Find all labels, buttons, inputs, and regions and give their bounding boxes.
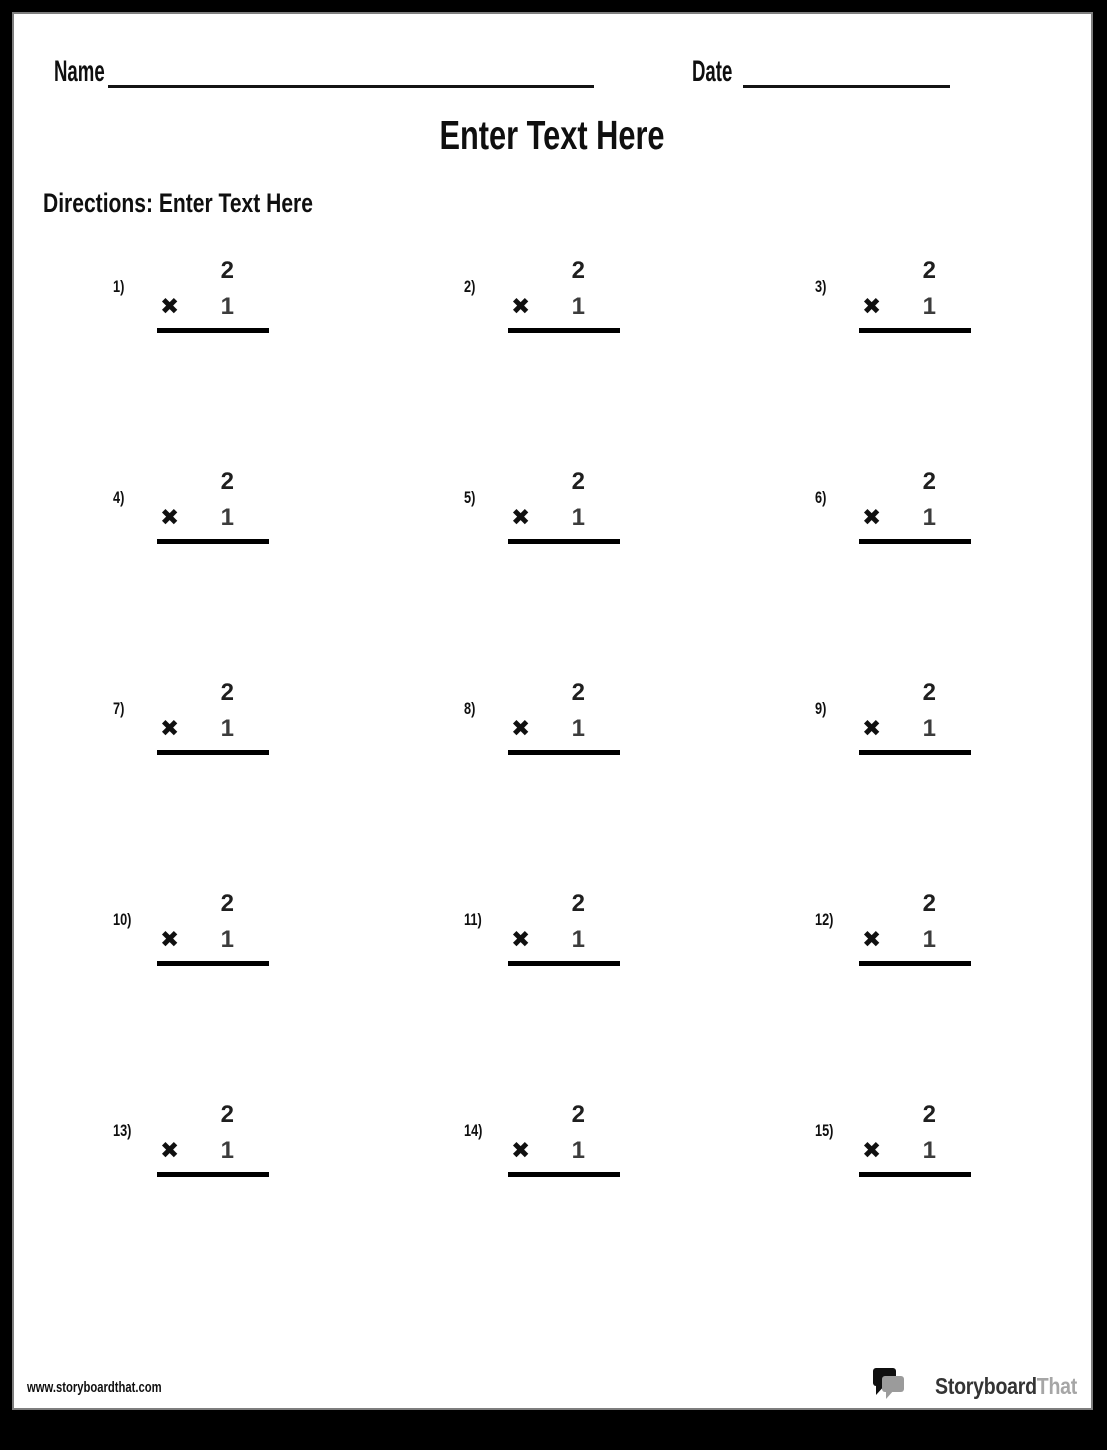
- date-field: [692, 57, 757, 87]
- multiplicand: 2: [571, 679, 585, 706]
- problem-number: 6): [815, 488, 827, 507]
- multiplier: 1: [220, 1137, 234, 1164]
- title-row: [14, 112, 1091, 158]
- problem-stack: [508, 259, 620, 333]
- multiplicand: 2: [922, 679, 936, 706]
- multiplier: 1: [220, 293, 234, 320]
- multiply-icon: ✖: [160, 1138, 180, 1164]
- multiplicand: 2: [220, 679, 234, 706]
- name-label: Name: [54, 55, 105, 88]
- name-field: [54, 57, 136, 87]
- answer-line: [157, 750, 269, 755]
- multiplication-problem: [815, 470, 1107, 681]
- multiplier-row: [508, 295, 620, 319]
- problem-stack: [157, 1103, 269, 1177]
- multiplier-row: [508, 506, 620, 530]
- multiplier-row: [157, 928, 269, 952]
- multiplication-problem: [815, 259, 1107, 470]
- problem-stack: [157, 470, 269, 544]
- multiplicand: 2: [922, 257, 936, 284]
- multiplier: 1: [922, 715, 936, 742]
- multiplier: 1: [220, 504, 234, 531]
- multiplicand: 2: [571, 468, 585, 495]
- directions-row: [43, 190, 389, 217]
- problem-stack: [859, 681, 971, 755]
- problem-stack: [157, 259, 269, 333]
- multiply-icon: ✖: [862, 505, 882, 531]
- multiplier: 1: [571, 504, 585, 531]
- multiplicand: 2: [220, 1101, 234, 1128]
- problem-stack: [859, 470, 971, 544]
- multiplier: 1: [571, 293, 585, 320]
- multiplier: 1: [922, 1137, 936, 1164]
- multiplier-row: [508, 717, 620, 741]
- logo-text-storyboard: Storyboard: [935, 1372, 1037, 1399]
- problem-number: 4): [113, 488, 125, 507]
- problem-number: 10): [113, 910, 132, 929]
- problem-stack: [508, 1103, 620, 1177]
- multiply-icon: ✖: [511, 716, 531, 742]
- multiplicand: 2: [220, 257, 234, 284]
- problem-number: 8): [464, 699, 476, 718]
- problem-number: 2): [464, 277, 476, 296]
- multiplier: 1: [922, 293, 936, 320]
- problem-stack: [157, 892, 269, 966]
- multiply-icon: ✖: [160, 505, 180, 531]
- problem-number: 3): [815, 277, 827, 296]
- multiplier-row: [508, 928, 620, 952]
- problem-number: 12): [815, 910, 834, 929]
- answer-line: [157, 961, 269, 966]
- multiplicand: 2: [922, 468, 936, 495]
- multiplier-row: [157, 295, 269, 319]
- website-url: www.storyboardthat.com: [27, 1379, 162, 1396]
- date-underline: [743, 85, 950, 88]
- multiplier-row: [508, 1139, 620, 1163]
- multiplier: 1: [571, 926, 585, 953]
- multiplication-problem: [464, 470, 815, 681]
- answer-line: [157, 539, 269, 544]
- answer-line: [859, 1172, 971, 1177]
- multiplier: 1: [922, 926, 936, 953]
- multiply-icon: ✖: [160, 716, 180, 742]
- problem-number: 13): [113, 1121, 132, 1140]
- problem-stack: [508, 892, 620, 966]
- multiply-icon: ✖: [862, 716, 882, 742]
- answer-line: [508, 750, 620, 755]
- worksheet-title-placeholder[interactable]: Enter Text Here: [439, 112, 665, 158]
- multiplication-problem: [113, 1103, 464, 1314]
- answer-line: [859, 328, 971, 333]
- worksheet-page: [12, 12, 1093, 1410]
- multiplicand: 2: [220, 468, 234, 495]
- logo-text-that: That: [1036, 1372, 1077, 1399]
- problem-stack: [508, 681, 620, 755]
- answer-line: [508, 1172, 620, 1177]
- multiply-icon: ✖: [160, 927, 180, 953]
- name-underline: [108, 85, 594, 88]
- multiplication-problem: [113, 259, 464, 470]
- multiplication-problem: [815, 681, 1107, 892]
- footer-url-row: [27, 1380, 206, 1396]
- problem-number: 15): [815, 1121, 834, 1140]
- problem-stack: [859, 1103, 971, 1177]
- multiplier: 1: [922, 504, 936, 531]
- multiplier-row: [157, 506, 269, 530]
- problem-number: 11): [464, 910, 482, 929]
- logo-wordmark: [935, 1369, 1077, 1398]
- problem-number: 7): [113, 699, 125, 718]
- multiplier: 1: [220, 715, 234, 742]
- multiplier-row: [859, 506, 971, 530]
- multiplicand: 2: [922, 1101, 936, 1128]
- multiplier: 1: [571, 1137, 585, 1164]
- multiplicand: 2: [220, 890, 234, 917]
- multiplication-problem: [464, 892, 815, 1103]
- multiplication-problem: [815, 1103, 1107, 1314]
- multiplier-row: [157, 1139, 269, 1163]
- problem-stack: [157, 681, 269, 755]
- multiplication-problem: [815, 892, 1107, 1103]
- multiplier-row: [157, 717, 269, 741]
- multiplicand: 2: [571, 1101, 585, 1128]
- answer-line: [508, 961, 620, 966]
- multiply-icon: ✖: [160, 294, 180, 320]
- speech-bubbles-icon: [872, 1366, 906, 1400]
- multiplier-row: [859, 928, 971, 952]
- multiply-icon: ✖: [511, 294, 531, 320]
- multiplication-problem: [464, 1103, 815, 1314]
- multiplication-problem: [464, 681, 815, 892]
- problem-stack: [508, 470, 620, 544]
- answer-line: [859, 539, 971, 544]
- multiply-icon: ✖: [862, 927, 882, 953]
- multiplier: 1: [220, 926, 234, 953]
- problem-number: 14): [464, 1121, 483, 1140]
- problem-number: 1): [113, 277, 125, 296]
- multiply-icon: ✖: [862, 294, 882, 320]
- answer-line: [157, 328, 269, 333]
- answer-line: [157, 1172, 269, 1177]
- multiplication-problem: [113, 892, 464, 1103]
- problems-grid: [113, 259, 1107, 1314]
- date-label: Date: [692, 55, 733, 88]
- multiply-icon: ✖: [511, 505, 531, 531]
- problem-number: 9): [815, 699, 827, 718]
- answer-line: [508, 539, 620, 544]
- multiplicand: 2: [571, 257, 585, 284]
- multiplier-row: [859, 295, 971, 319]
- answer-line: [859, 750, 971, 755]
- multiplication-problem: [113, 681, 464, 892]
- multiplier-row: [859, 1139, 971, 1163]
- multiply-icon: ✖: [511, 1138, 531, 1164]
- problem-stack: [859, 259, 971, 333]
- multiplier-row: [859, 717, 971, 741]
- problem-number: 5): [464, 488, 476, 507]
- multiplicand: 2: [571, 890, 585, 917]
- multiplier: 1: [571, 715, 585, 742]
- directions-text-placeholder[interactable]: Directions: Enter Text Here: [43, 188, 313, 218]
- problem-stack: [859, 892, 971, 966]
- storyboardthat-logo: [872, 1366, 1077, 1400]
- multiply-icon: ✖: [511, 927, 531, 953]
- multiplicand: 2: [922, 890, 936, 917]
- multiplication-problem: [113, 470, 464, 681]
- multiplication-problem: [464, 259, 815, 470]
- multiply-icon: ✖: [862, 1138, 882, 1164]
- answer-line: [859, 961, 971, 966]
- answer-line: [508, 328, 620, 333]
